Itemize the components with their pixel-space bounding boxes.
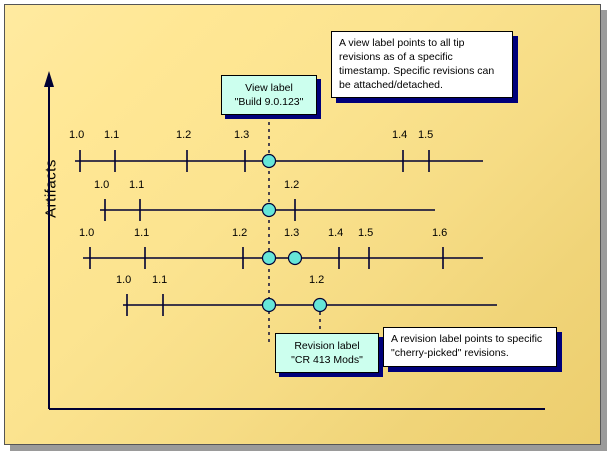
diagram-panel bbox=[4, 4, 601, 445]
callout-view-label-body: A view label points to all tip revisions as of a specific timestamp. Specific revisions can be attached/detached. bbox=[331, 31, 513, 98]
revision-label-1-3: 1.3 bbox=[234, 129, 250, 141]
revision-label-4-3: 1.2 bbox=[309, 274, 325, 286]
revision-label-1-0: 1.0 bbox=[69, 129, 85, 141]
y-axis-label: Artifacts bbox=[42, 159, 60, 218]
revision-label-box[interactable] bbox=[275, 333, 379, 373]
revision-label-1-6: 1.5 bbox=[418, 129, 434, 141]
view-label-value: "Build 9.0.123" bbox=[234, 96, 304, 109]
view-label-box-body bbox=[221, 75, 317, 115]
callout-revision-label bbox=[383, 327, 557, 367]
revision-label-1-5: 1.4 bbox=[392, 129, 408, 141]
branch-line-3 bbox=[83, 247, 483, 269]
revision-label-1-2: 1.2 bbox=[176, 129, 192, 141]
branch-line-1 bbox=[75, 150, 483, 172]
revision-label-4-1: 1.1 bbox=[152, 274, 168, 286]
revision-label-2-0: 1.0 bbox=[94, 179, 110, 191]
revision-label-title: Revision label bbox=[294, 340, 360, 352]
revision-label-2-3: 1.2 bbox=[284, 179, 300, 191]
revision-label-1-1: 1.1 bbox=[104, 129, 120, 141]
revision-label-3-4: 1.3 bbox=[284, 227, 300, 239]
revision-label-3-7: 1.6 bbox=[432, 227, 448, 239]
revision-label-4-0: 1.0 bbox=[116, 274, 132, 286]
revision-label-3-0: 1.0 bbox=[79, 227, 95, 239]
branch-line-4 bbox=[123, 294, 497, 316]
revision-label-value: "CR 413 Mods" bbox=[291, 354, 363, 367]
revision-label-3-1: 1.1 bbox=[134, 227, 150, 239]
axis-arrow bbox=[44, 71, 54, 409]
revision-label-box-body bbox=[275, 333, 379, 373]
view-label-title: View label bbox=[245, 82, 293, 94]
callout-revision-label-body: A revision label points to specific "cherry-picked" revisions. bbox=[383, 327, 557, 367]
branch-line-2 bbox=[100, 199, 435, 221]
view-label-box[interactable] bbox=[221, 75, 317, 115]
callout-view-label bbox=[331, 31, 513, 98]
revision-label-3-2: 1.2 bbox=[232, 227, 248, 239]
revision-label-3-5: 1.4 bbox=[328, 227, 344, 239]
revision-label-2-1: 1.1 bbox=[129, 179, 145, 191]
revision-label-3-6: 1.5 bbox=[358, 227, 374, 239]
